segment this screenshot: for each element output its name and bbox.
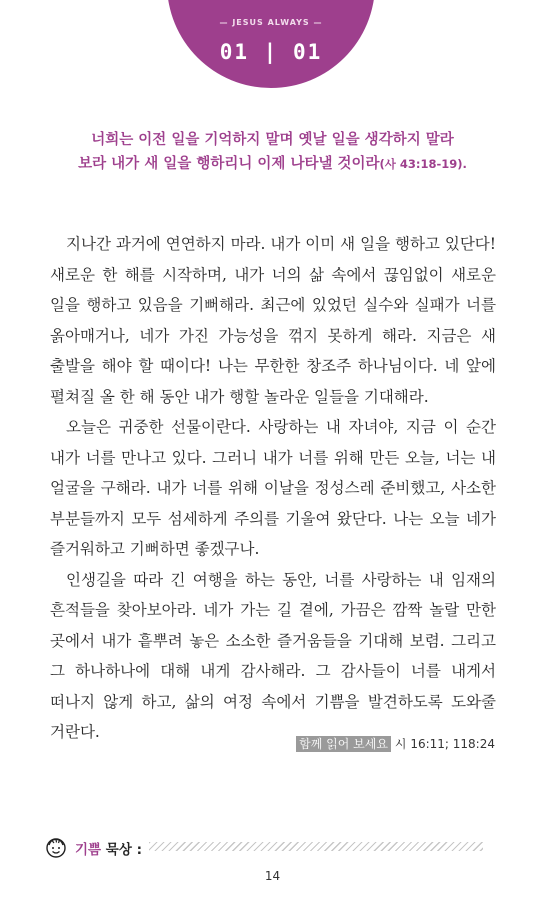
devotional-body xyxy=(50,229,496,748)
meditation-label xyxy=(75,838,142,858)
meditation-section xyxy=(45,833,483,863)
body-paragraph-3: 인생길을 따라 긴 여행을 하는 동안, 너를 사랑하는 내 임재의 흔적들을 찾아보아라. 네가 가는 길 곁에, 가끔은 깜짝 놀랄 만한 곳에서 내가 흩뿌려 놓은 소소한 즐거움들을 기대해 보렴. 그리고 그 하나하나에 대해 내게 감사해라. 그 감사들이 너를 내게서 떠나지 않게 하고, 삶의 여정 속에서 기쁨을 발견하도록 도와줄 거란다. xyxy=(50,570,496,741)
smiley-face-icon xyxy=(45,836,67,858)
devotional-date: 01 | 01 xyxy=(219,40,323,64)
meditation-accent: 기쁨 xyxy=(75,842,102,858)
verse-line-2-text: 보라 내가 새 일을 행하리니 이제 나타낼 것이라 xyxy=(78,156,380,172)
scripture-verse xyxy=(30,128,515,176)
verse-line-2 xyxy=(30,152,515,176)
body-paragraph-2: 오늘은 귀중한 선물이란다. 사랑하는 내 자녀야, 지금 이 순간 내가 너를 만나고 있다. 그러니 내가 너를 위해 만든 오늘, 너는 내 얼굴을 구해라. 내가 너를 위해 이날을 정성스레 준비했고, 사소한 부분들까지 모두 섬세하게 주의를 기울여 왔단다. 나는 오늘 네가 즐거워하고 기뻐하면 좋겠구나. xyxy=(50,418,496,558)
meditation-writing-line[interactable] xyxy=(149,842,483,851)
body-paragraph-1: 지나간 과거에 연연하지 마라. 내가 이미 새 일을 행하고 있단다! 새로운 한 해를 시작하며, 내가 너의 삶 속에서 끊임없이 새로운 일을 행하고 있음을 기뻐해라. 최근에 있었던 실수와 실패가 너를 옭아매거나, 네가 가진 가능성을 꺾지 못하게 해라. 지금은 새 출발을 해야 할 때이다! 나는 무한한 창조주 하나님이다. 네 앞에 펼쳐질 올 한 해 동안 내가 행할 놀라운 일들을 기대해라. xyxy=(50,235,496,406)
series-brand: — JESUS ALWAYS — xyxy=(219,18,323,27)
page-number: 14 xyxy=(264,869,281,883)
related-reading xyxy=(296,735,495,752)
related-reading-label: 함께 읽어 보세요 xyxy=(296,736,391,752)
date-badge xyxy=(167,0,375,88)
meditation-text: 묵상 : xyxy=(105,842,142,858)
related-reading-refs: 시 16:11; 118:24 xyxy=(394,737,495,751)
verse-line-1: 너희는 이전 일을 기억하지 말며 옛날 일을 생각하지 말라 xyxy=(91,132,454,148)
verse-reference: (사 43:18-19). xyxy=(379,157,467,171)
